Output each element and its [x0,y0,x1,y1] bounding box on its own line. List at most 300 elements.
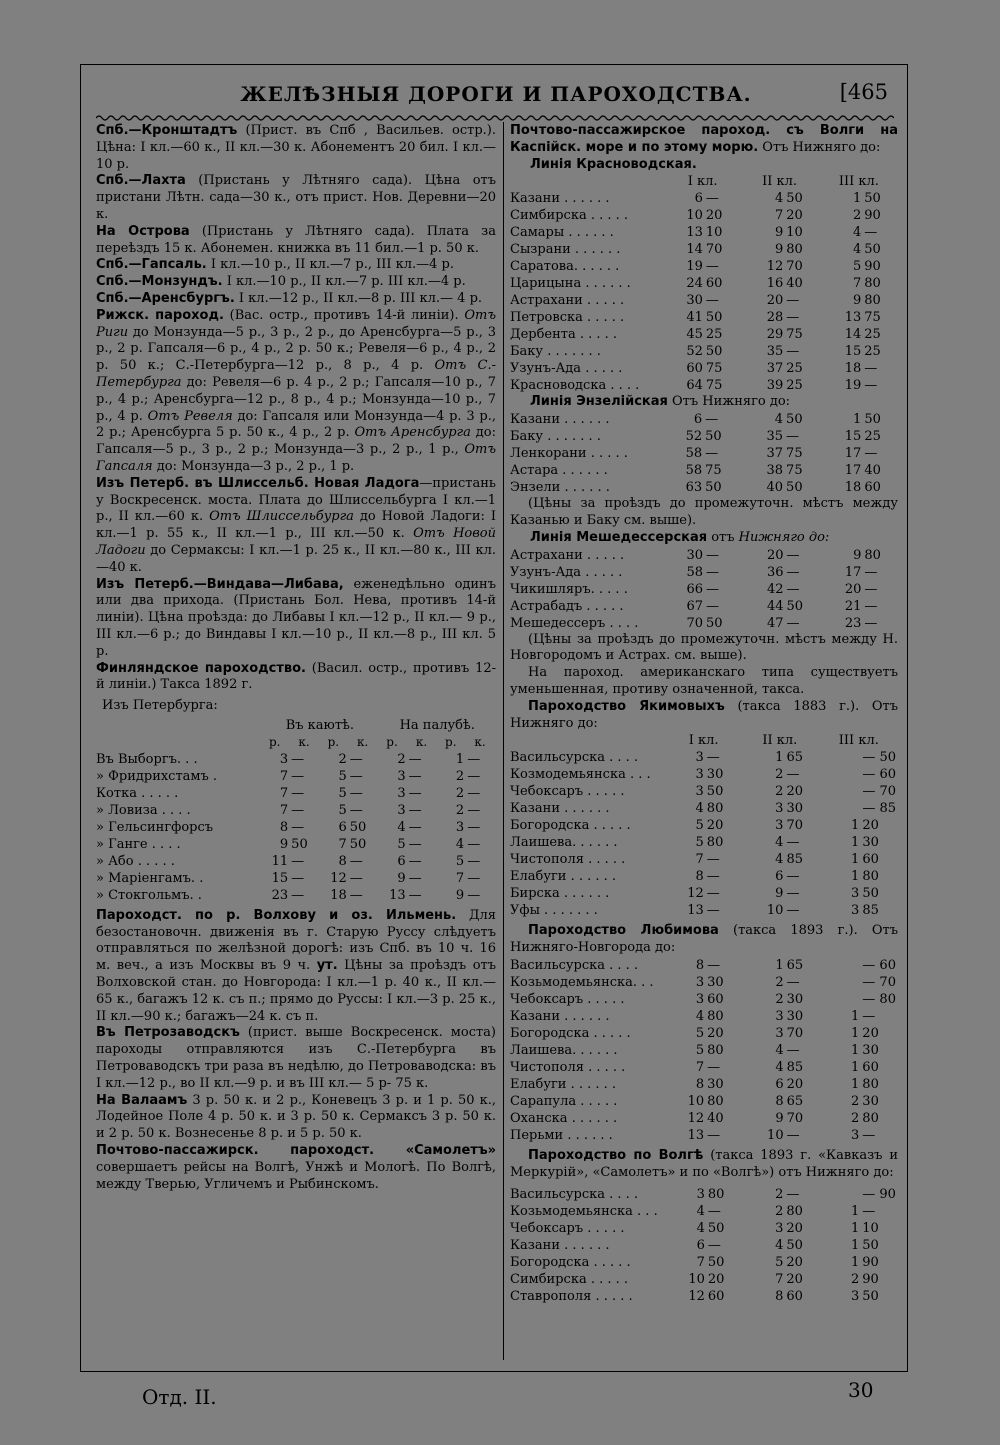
table-row [510,292,898,309]
price-cell: 80 [786,242,803,258]
table-row [510,800,898,817]
column-divider [503,122,504,1360]
price-cell: 8 [695,1076,705,1092]
price-cell: 21 [844,598,862,614]
price-cell: — [705,412,719,428]
table-row [510,1254,898,1271]
price-cell: 10 [767,1127,784,1143]
price-cell: — [707,1237,721,1253]
price-cell: 30 [707,974,724,990]
price-cell: 30 [862,1093,879,1109]
price-cell: 25 [864,344,881,360]
table-row [510,851,898,868]
table-row [510,885,898,902]
price-cell: — [862,1127,876,1143]
price-cell: — [786,344,800,360]
price-cell: 9 [775,1110,784,1126]
price-cell: 35 [766,344,784,360]
price-cell: 90 [862,1271,879,1287]
destination: Баку . . . . . . . [510,344,601,360]
unit-label: к. [474,734,486,749]
table-row [510,309,898,326]
price-cell: 3 [775,1220,784,1236]
price-cell: 65 [786,750,803,766]
price-cell: 65 [786,957,804,973]
price-cell: — [349,785,363,801]
destination: Ленкорани . . . . . [510,446,628,462]
mesh-note: (Цѣны за проѣздъ до промежуточн. мѣстъ между Н. Новгородомъ и Астрах. см. выше). [510,631,898,664]
price-cell: 3 [397,802,406,818]
table-row [510,957,898,974]
price-cell: 7 [279,802,289,818]
table-row [510,1042,898,1059]
unit-label: к. [298,734,310,749]
price-cell: 50 [786,412,803,428]
entry-valaam: На Валаамъ 3 р. 50 к. и 2 р., Коневецъ 3 р. и 1 р. 50 к., Лодейное Поле 4 р. 50 к. и 3 р. 50 к. Сермаксъ 3 р. 50 к. и 2 р. 50 к. Вознесенье 8 р. и 5 р. 50 к. [96,1092,497,1142]
price-cell: 3 [775,818,784,834]
table-row [510,1008,898,1025]
price-cell: 5 [853,259,862,275]
price-cell: 30 [786,801,803,817]
price-cell: 50 [349,836,367,852]
price-cell: 58 [685,446,703,462]
price-cell: — [349,768,363,784]
table-row [510,817,898,834]
price-cell: — [864,361,878,377]
price-cell: 10 [766,903,784,919]
price-cell: 80 [707,1042,724,1058]
price-cell: 1 [851,1254,860,1270]
price-cell: 80 [862,1076,879,1092]
price-cell: 30 [706,767,724,783]
price-cell: 2 [851,1110,860,1126]
unit-label: к. [415,734,428,749]
price-cell: 1 [851,1042,860,1058]
price-cell: 42 [766,581,784,597]
destination: Царицына . . . . . . [510,276,631,292]
price-cell: 12 [330,870,347,886]
price-cell: 7 [695,852,704,868]
table-row [510,411,898,428]
destination: » Фридрихстамъ . [96,768,218,784]
price-cell: 2 [775,1186,784,1202]
price-cell: 80 [706,801,724,817]
price-cell: — [467,870,481,886]
price-cell: 25 [786,378,803,394]
price-cell: — [786,1042,800,1058]
destination: Чистополя . . . . . [510,852,626,868]
price-cell: 9 [853,293,862,309]
price-cell: 17 [844,564,862,580]
price-cell [820,957,860,974]
entry-lubimov: Пароходство Любимова (такса 1893 г.). Отъ Нижняго-Новгорода до: [510,923,898,956]
price-cell: — [705,446,719,462]
price-cell: 30 [686,293,703,309]
price-cell: 29 [766,327,784,343]
price-cell: — [408,768,422,784]
price-cell: 47 [766,615,784,631]
price-cell: 5 [695,1025,705,1041]
price-cell: 80 [864,547,881,563]
price-cell: 50 [862,1237,879,1253]
price-cell: 75 [705,463,722,479]
entry-petrozavodsk: Въ Петрозаводскъ (прист. выше Воскресенск. моста) пароходы отправляются изъ С.-Петербурга въ Петроваводскъ три раза въ недѣлю, до Петроваводска: въ I кл.—12 р., во II кл.—9 р. и въ III кл.— 5 р- 75 к. [96,1025,496,1091]
price-cell: — [467,836,481,852]
price-cell: 10 [687,1093,705,1109]
price-cell: 4 [853,242,862,258]
price-cell: — [291,870,305,886]
table-row [510,1093,898,1110]
price-cell: — [707,957,721,973]
destination: Чебоксаръ . . . . . [510,784,625,800]
table-row [96,751,496,768]
price-cell: 50 [786,480,803,496]
price-cell: 70 [686,615,703,631]
price-cell: 7 [279,768,289,784]
destination: Чикишляръ. . . . . [510,581,628,597]
price-cell: — [467,785,481,801]
price-cell: — [786,974,800,990]
price-cell: 20 [786,208,803,224]
price-cell: 3 [397,785,406,801]
table-row [510,1186,898,1203]
price-cell: 23 [271,887,289,903]
destination: Симбирска . . . . . [510,208,629,224]
price-cell: 5 [338,785,347,801]
table-row [510,598,898,615]
price-cell: 13 [687,1127,705,1143]
destination: Баку . . . . . . . [510,429,601,445]
price-cell [820,1186,860,1203]
price-cell: 6 [397,853,406,869]
price-cell: 52 [686,344,703,360]
price-cell: — [705,191,719,207]
price-cell: — [706,886,720,902]
price-cell: 5 [695,818,704,834]
price-cell: 4 [775,1042,784,1058]
table-row [96,853,496,870]
price-cell: 20 [786,1271,803,1287]
table-row [510,360,898,377]
destination: Узунъ-Ада . . . . . [510,361,623,377]
destination: Мешедессеръ . . . . [510,615,639,631]
table-row [510,991,898,1008]
destination: Елабуги . . . . . . [510,1076,617,1092]
price-cell: 7 [338,836,347,852]
price-cell: 16 [766,276,784,292]
destination: Сарапула . . . . . [510,1093,618,1109]
price-cell: 60 [862,1059,879,1075]
entry-vindava: Изъ Петерб.—Виндава—Либава, еженедѣльно одинъ или два прихода. (Пристань Бол. Нева, противъ 14-й линіи). Цѣна проѣзда: до Либавы I кл.—12 р., II кл.— 9 р., III кл.—6 р.; до Виндавы I кл.—10 р., II кл.—8 р., III кл. 5 р. [96,576,496,659]
price-cell: 7 [853,276,862,292]
wavy-rule [96,114,894,122]
price-cell: 13 [844,310,862,326]
price-cell: 5 [695,1042,705,1058]
destination: Астрахани . . . . . [510,293,625,309]
table-row [510,1288,898,1305]
unit-label: р. [445,734,457,749]
table-row [510,1025,898,1042]
price-cell: — [291,853,305,869]
price-cell: 3 [851,1127,860,1143]
price-cell: 5 [455,853,465,869]
price-cell: 37 [766,446,784,462]
price-cell: 50 [705,344,723,360]
price-cell: 13 [389,887,406,903]
price-cell: — [707,1059,721,1075]
price-cell: 4 [696,1203,705,1219]
price-cell: 50 [864,412,881,428]
price-cell: 19 [686,259,703,275]
price-cell: 30 [707,1076,724,1092]
finland-from: Изъ Петербурга: [102,698,218,714]
destination: Петровска . . . . . [510,310,625,326]
price-cell: 23 [844,615,862,631]
price-cell: — [786,903,800,919]
price-cell: 9 [775,886,784,902]
finland-table: Въ каютѣ. На палубѣ. р. к. р. к. р. к. р. к. Въ Выборгъ. . . 3 — 2 — 2 — 1 — » Фридрихстамъ . 7 — 5 — 3 — 2 — Котка . . . . . 7 — 5 — 3 — 2 — » Ловиза . . . . 7 — 5 — 3 — 2 — » Гельсингфорсъ 8 — 6 50 4 — 3 — » Ганге . . . . 9 50 7 50 5 — 4 — » Або . . . . . 11 — 8 — 6 — 5 — » Маріенгамъ. . 15 — 12 — 9 — 7 — » Стокгольмъ. . 23 — 18 — 13 — 9 — [96,717,496,904]
price-cell: 7 [696,1254,705,1270]
entry-samolet: Почтово-пассажирск. пароходст. «Самолетъ» совершаетъ рейсы на Волгѣ, Унжѣ и Мологѣ. По Волгѣ, между Тверью, Угличемъ и Рыбинскомъ. [96,1143,496,1192]
mesh-note2: На пароход. американскаго типа существуетъ уменьшенная, противу означенной, такса. [510,665,898,697]
price-cell: 50 [864,242,881,258]
price-cell: — [706,750,720,766]
price-cell: 60 [707,1288,725,1304]
price-cell: — [349,853,363,869]
destination: » Або . . . . . [96,853,175,869]
price-cell: — [291,887,305,903]
price-cell: 40 [766,480,784,496]
price-cell: 2 [851,1271,860,1287]
entry-volga: Пароходство по Волгѣ (такса 1893 г. «Кавказъ и Меркурій», «Самолетъ» и по «Волгѣ») отъ Нижняго до: [510,1147,898,1180]
price-cell: — [408,751,422,767]
price-cell: 52 [685,429,703,445]
price-cell: 1 [851,869,860,885]
table-row [96,785,496,802]
price-cell: — [467,802,481,818]
price-cell: 30 [862,835,879,851]
price-cell [820,766,860,783]
price-cell [820,783,860,800]
price-cell: 44 [766,598,784,614]
price-cell: 1 [851,1025,860,1041]
price-cell: 10 [688,1271,705,1287]
price-cell: — [864,598,878,614]
price-cell: 18 [844,361,862,377]
krasn-title: Линія Красноводская. [530,156,697,172]
entry-shlisselburg: Изъ Петерб. въ Шлиссельб. Новая Ладога—пристань у Воскресенск. моста. Плата до Шлиссельбурга I кл.—1 р., II кл.—60 к. Отъ Шлиссельбурга до Новой Ладоги: I кл.—1 р. 55 к., II кл.—1 р., III кл.—50 к. Отъ Новой Ладоги до Сермаксы: I кл.—1 р. 25 к., II кл.—80 к., III кл.—40 к. [96,475,497,575]
price-cell: — 70 [862,974,896,990]
price-cell: 6 [693,412,703,428]
price-cell: — [786,835,800,851]
destination: Васильсурска . . . . [510,1186,639,1202]
table-row [510,462,898,479]
price-cell: 3 [397,768,406,784]
price-cell: — [706,598,719,614]
price-cell: 20 [766,293,784,309]
footer-page-number: 30 [848,1378,874,1402]
price-cell [820,800,860,817]
price-cell: 70 [786,818,803,834]
price-cell: 66 [686,581,703,597]
price-cell: 45 [686,327,703,343]
table-row [510,783,898,800]
price-cell: 19 [844,378,862,394]
table-row [510,326,898,343]
price-cell: — [408,836,422,852]
price-cell: 4 [775,1059,784,1075]
price-cell: 80 [862,1110,879,1126]
price-cell: — [706,852,720,868]
page-header [96,78,896,114]
price-cell: 50 [706,615,723,631]
price-cell: 50 [705,310,723,326]
price-cell: 2 [853,208,862,224]
price-cell: 25 [864,429,881,445]
price-cell: 1 [851,1076,860,1092]
left-column [96,123,496,1193]
price-cell: — [408,870,422,886]
price-cell: 4 [775,1237,784,1253]
price-cell: — [864,225,878,241]
destination: Уфы . . . . . . . [510,903,598,919]
price-cell: 3 [851,1288,860,1304]
destination: Симбирска . . . . . [510,1271,629,1287]
price-cell: 5 [695,835,704,851]
yak-table: I кл. II кл. III кл. Васильсурска . . . . 3 — 1 65 — 50 Козмодемьянска . . . 3 30 2 — — 60 Чебоксаръ . . . . . 3 50 2 20 — 70 Казани . . . . . . 4 80 3 30 — 85 Богородска . . . . . 5 20 3 70 1 20 Лаишева. . . . . . 5 80 4 — 1 30 Чистополя . . . . . 7 — 4 85 1 60 Елабуги . . . . . . 8 — 6 — 1 80 Бирска . . . . . . 12 — 9 — 3 50 Уфы . . . . . . . 13 — 10 — 3 85 [510,733,896,919]
table-row [510,615,898,632]
price-cell: 85 [862,903,879,919]
price-cell: 1 [851,835,860,851]
price-cell: 75 [864,310,881,326]
price-cell: 3 [455,819,465,835]
price-cell: 7 [695,1059,705,1075]
price-cell: — [408,802,422,818]
price-cell [820,749,860,766]
mesh-heading: Линія Мешедессерская отъ Нижняго до: [530,529,830,545]
destination: Дербента . . . . . [510,327,618,343]
table-row [510,224,898,241]
price-cell: 8 [279,819,289,835]
price-cell: 6 [775,1076,784,1092]
destination: Астара . . . . . . [510,463,608,479]
price-cell: — [786,547,800,563]
price-cell: — 90 [862,1186,896,1202]
price-cell: 50 [862,1288,879,1304]
price-cell: — [291,802,305,818]
price-cell: 3 [696,1186,705,1202]
entry-riga: Рижск. пароход. (Вас. остр., противъ 14-й линіи). Отъ Риги до Монзунда—5 р., 3 р., 2 р., до Аренсбурга—5 р., 3 р., 2 р. Гапсаля—6 р., 4 р., 2 р. 50 к.; Ревеля—6 р., 4 р., 2 р. 50 к.; С.-Петербурга—12 р., 8 р., 4 р. Отъ С.-Петербурга до: Ревеля—6 р. 4 р., 2 р.; Гапсаля—10 р., 7 р., 4 р.; Аренсбурга—12 р., 8 р., 4 р.; Монзунда—10 р., 7 р., 4 р. Отъ Ревеля до: Гапсаля или Монзунда—4 р. 3 р., 2 р.; Аренсбурга 5 р. 50 к., 4 р., 2 р. Отъ Аренсбурга до: Гапсаля—5 р., 3 р., 2 р.; Монзунда—3 р., 2 р., 1 р., Отъ Гапсаля до: Монзунда—3 р., 2 р., 1 р. [96,307,497,474]
price-cell: — [786,767,800,783]
destination: Самары . . . . . . [510,225,614,241]
destination: Чистополя . . . . . [510,1059,626,1075]
destination: Казани . . . . . . [510,412,610,428]
price-cell: 1 [853,191,862,207]
table-row [510,275,898,292]
price-cell: 20 [786,1220,803,1236]
table-row [510,207,898,224]
price-cell: 85 [786,1059,804,1075]
price-cell: — [706,903,720,919]
entry-volkhov: Пароходст. по р. Волхову и оз. Ильмень. Для безостановочн. движенія въ г. Старую Руссу слѣдуетъ отправляться по желѣзной дорогѣ: изъ Спб. въ 10 ч. 16 м. веч., а изъ Москвы въ 9 ч. ут. Цѣны за проѣздъ отъ Волховской стан. до Новгорода: I кл.—1 р. 40 к., II кл.—65 к., багажъ 12 к. съ п.; прямо до Руссы: I кл.—3 р. 25 к., II кл.—90 к.; багажъ—24 к. съ п. [96,907,496,1024]
price-cell: 10 [705,225,723,241]
table-row [96,802,496,819]
table-row [510,1220,898,1237]
destination: Въ Выборгъ. . . [96,751,198,767]
price-cell: — [706,547,719,563]
price-cell: 60 [864,480,881,496]
price-cell: 60 [707,991,724,1007]
table-row [96,819,496,836]
price-cell: — [291,768,305,784]
price-cell: — [862,1008,876,1024]
price-cell: 90 [864,208,881,224]
price-cell: 15 [844,344,862,360]
price-cell: 20 [707,1025,724,1041]
price-cell: 7 [774,208,784,224]
price-cell: 75 [786,446,803,462]
destination: Узунъ-Ада . . . . . [510,564,623,580]
table-row [96,887,496,904]
destination: Лаишева. . . . . . [510,835,618,851]
price-cell: 50 [705,480,722,496]
price-cell: — [786,564,800,580]
table-row [510,1271,898,1288]
table-row [510,258,898,275]
price-cell: — [864,615,878,631]
destination: » Маріенгамъ. . [96,870,204,886]
price-cell: — [349,887,363,903]
price-cell: 3 [695,784,704,800]
page-title: ЖЕЛѢЗНЫЯ ДОРОГИ И ПАРОХОДСТВА. [240,82,752,106]
destination: Васильсурска . . . . [510,750,639,766]
price-cell: 2 [775,767,784,783]
price-cell: 50 [786,191,803,207]
table-row [510,241,898,258]
price-cell: 50 [291,836,308,852]
price-cell: — [862,1203,876,1219]
price-cell: 80 [706,835,724,851]
destination: Казани . . . . . . [510,1008,610,1024]
price-cell: 75 [705,361,723,377]
table-row [510,1076,898,1093]
price-cell: 12 [687,886,704,902]
price-cell: 1 [851,1237,860,1253]
price-cell: — 60 [862,767,896,783]
price-cell: — [349,802,363,818]
price-cell: 80 [707,1008,724,1024]
price-cell: 60 [862,852,879,868]
entry-kronstadt: Спб.—Кронштадтъ (Прист. въ Спб , Васильев. остр.). Цѣна: I кл.—60 к., II кл.—30 к. Абонементъ 20 бил. I кл.—10 р. [96,123,496,172]
price-cell: — [707,1203,721,1219]
price-cell: 2 [775,1203,784,1219]
price-cell: 25 [864,327,881,343]
price-cell: 2 [775,991,784,1007]
price-cell: 80 [864,293,881,309]
price-cell: 1 [851,1203,860,1219]
price-cell: 3 [775,801,784,817]
table-row [510,834,898,851]
destination: Астрахани . . . . . [510,547,625,563]
price-cell: 7 [455,870,465,886]
price-cell: 3 [851,886,860,902]
table-row [96,870,496,887]
price-cell: 8 [775,1288,784,1304]
price-cell: 5 [338,768,347,784]
price-cell: 4 [775,852,784,868]
price-cell: — [349,751,363,767]
price-cell: 4 [774,412,784,428]
